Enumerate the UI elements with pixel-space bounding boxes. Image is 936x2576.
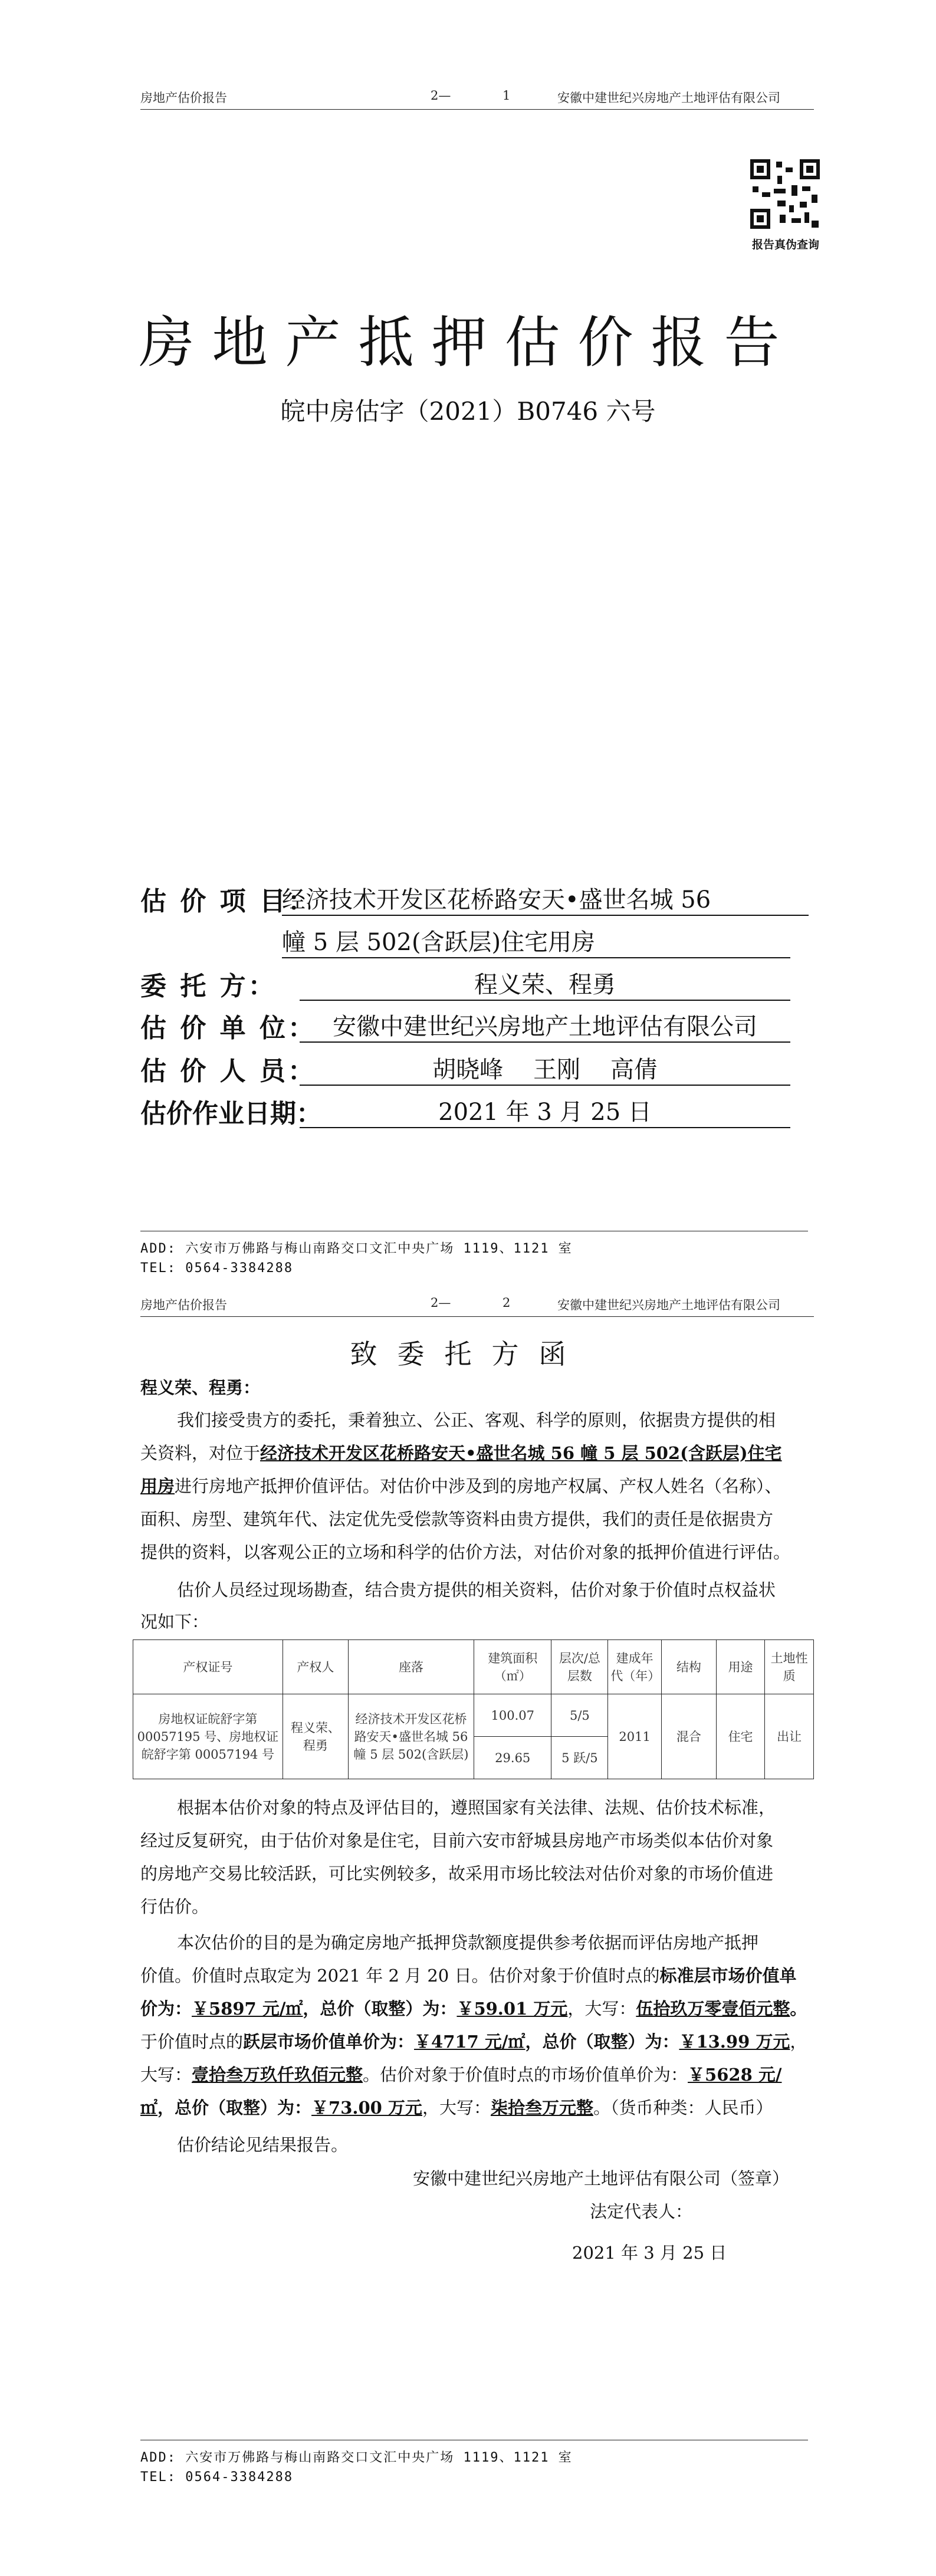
header-divider [140,1316,814,1317]
para1-line4: 面积、房型、建筑年代、法定优先受偿款等资料由贵方提供，我们的责任是依据贵方 [140,1509,774,1529]
field-value-appraisers: 胡晓峰 王刚 高倩 [300,1051,790,1086]
table-cell-floor: 5 跃/5 [551,1737,608,1779]
running-header-company: 安徽中建世纪兴房地产土地评估有限公司 [557,91,780,105]
qr-caption: 报告真伪查询 [751,238,819,251]
property-table [133,1639,814,1779]
table-cell-use: 住宅 [716,1694,765,1779]
table-header: 结构 [662,1640,717,1694]
para1-line2: 关资料，对位于经济技术开发区花桥路安天•盛世名城 56 幢 5 层 502(含跃层)住宅 [140,1443,782,1463]
table-cell-area: 29.65 [474,1737,551,1779]
footer-address: ADD: 六安市万佛路与梅山南路交口文汇中央广场 1119、1121 室 [140,2450,573,2465]
field-label-appraisers: 估 价 人 员： [140,1056,316,1086]
market-total-words: 柒拾叁万元整 [490,2098,593,2118]
duplex-total-price: ￥13.99 万元 [679,2032,790,2052]
running-header-page-number: 1 [503,88,511,103]
standard-total-words: 伍拾玖万零壹佰元整 [636,1999,790,2019]
running-header-title: 房地产估价报告 [140,91,227,105]
para1-line3: 用房进行房地产抵押价值评估。对估价中涉及到的房地产权属、产权人姓名（名称）、 [140,1476,782,1496]
table-cell-location: 经济技术开发区花桥路安天•盛世名城 56 幢 5 层 502(含跃层) [348,1694,474,1779]
footer-tel: TEL: 0564-3384288 [140,2470,294,2485]
signature-representative: 法定代表人： [590,2202,693,2222]
signature-company: 安徽中建世纪兴房地产土地评估有限公司（签章） [413,2168,790,2189]
field-value-project-line2: 幢 5 层 502(含跃层)住宅用房 [282,924,790,958]
standard-unit-price: ￥5897 元/㎡ [192,1999,303,2019]
para4-line6: ㎡，总价（取整）为：￥73.00 万元，大写：柒拾叁万元整。（货币种类：人民币） [140,2098,773,2118]
field-value-appraiser-org: 安徽中建世纪兴房地产土地评估有限公司 [300,1008,790,1043]
table-cell-cert: 房地权证皖舒字第 00057195 号、房地权证皖舒字第 00057194 号 [133,1694,283,1779]
table-header: 产权人 [283,1640,348,1694]
salutation: 程义荣、程勇： [140,1378,261,1398]
para3-line1: 根据本估价对象的特点及评估目的，遵照国家有关法律、法规、估价技术标准， [177,1798,776,1818]
para4-line3: 价为：￥5897 元/㎡，总价（取整）为：￥59.01 万元，大写：伍拾玖万零壹佰元整。 [140,1999,807,2019]
para4-line4: 于价值时点的跃层市场价值单价为：￥4717 元/㎡，总价（取整）为：￥13.99 万元， [140,2032,807,2052]
table-header: 座落 [348,1640,474,1694]
document-number: 皖中房估字（2021）B0746 六号 [280,397,656,426]
report-title: 房地产抵押估价报告 [139,311,797,375]
header-divider [140,109,814,110]
running-header-company: 安徽中建世纪兴房地产土地评估有限公司 [557,1298,780,1312]
table-header: 产权证号 [133,1640,283,1694]
duplex-total-words: 壹拾叁万玖仟玖佰元整 [192,2065,363,2085]
qr-code-icon[interactable] [750,159,820,229]
para3-line4: 行估价。 [140,1897,209,1917]
running-header-title: 房地产估价报告 [140,1298,227,1312]
table-cell-floor: 5/5 [551,1694,608,1737]
para5: 估价结论见结果报告。 [177,2135,349,2155]
para3-line2: 经过反复研究，由于估价对象是住宅，目前六安市舒城县房地产市场类似本估价对象 [140,1831,774,1851]
field-value-project-line1: 经济技术开发区花桥路安天•盛世名城 56 [282,881,809,916]
market-total-price: ￥73.00 万元 [311,2098,422,2118]
field-label-appraiser-org: 估 价 单 位： [140,1013,316,1043]
para4-line2: 价值。价值时点取定为 2021 年 2 月 20 日。估价对象于价值时点的标准层市场价值单 [140,1966,797,1986]
para2-line2: 况如下： [140,1612,209,1632]
signature-date: 2021 年 3 月 25 日 [572,2243,727,2263]
market-unit-price: ￥5628 元/ [688,2065,782,2085]
table-cell-structure: 混合 [662,1694,717,1779]
para4-line1: 本次估价的目的是为确定房地产抵押贷款额度提供参考依据而评估房地产抵押 [177,1933,759,1953]
table-header-row [133,1640,814,1694]
table-cell-year: 2011 [608,1694,662,1779]
table-header: 建成年代（年） [608,1640,662,1694]
letter-heading: 致委托方函 [350,1338,586,1370]
field-value-date: 2021 年 3 月 25 日 [300,1093,790,1128]
running-header-page-number: 2 [503,1296,511,1310]
table-header: 层次/总层数 [551,1640,608,1694]
table-cell-land: 出让 [765,1694,814,1779]
para2-line1: 估价人员经过现场勘查，结合贵方提供的相关资料，估价对象于价值时点权益状 [177,1580,776,1600]
para1-line1: 我们接受贵方的委托，秉着独立、公正、客观、科学的原则，依据贵方提供的相 [177,1410,776,1430]
field-label-date: 估价作业日期： [140,1099,322,1129]
footer-address: ADD: 六安市万佛路与梅山南路交口文汇中央广场 1119、1121 室 [140,1241,573,1256]
field-label-project: 估 价 项 目： [140,886,316,916]
duplex-unit-price: ￥4717 元/㎡ [414,2032,526,2052]
running-header-dash: 2— [431,1296,451,1310]
running-header-dash: 2— [431,88,451,103]
table-row [133,1694,814,1737]
table-cell-area: 100.07 [474,1694,551,1737]
para4-line5: 大写：壹拾叁万玖仟玖佰元整。估价对象于价值时点的市场价值单价为：￥5628 元/ [140,2065,782,2085]
footer-tel: TEL: 0564-3384288 [140,1261,294,1276]
table-header: 建筑面积（㎡） [474,1640,551,1694]
para1-line5: 提供的资料，以客观公正的立场和科学的估价方法，对估价对象的抵押价值进行评估。 [140,1542,791,1562]
property-use: 用房 [140,1476,175,1496]
property-address: 经济技术开发区花桥路安天•盛世名城 56 幢 5 层 502(含跃层)住宅 [260,1443,782,1463]
field-label-client: 委 托 方： [140,971,277,1001]
table-cell-owner: 程义荣、程勇 [283,1694,348,1779]
standard-total-price: ￥59.01 万元 [456,1999,568,2019]
para3-line3: 的房地产交易比较活跃，可比实例较多，故采用市场比较法对估价对象的市场价值进 [140,1864,774,1884]
field-value-client: 程义荣、程勇 [300,966,790,1001]
table-header: 用途 [716,1640,765,1694]
table-header: 土地性质 [765,1640,814,1694]
